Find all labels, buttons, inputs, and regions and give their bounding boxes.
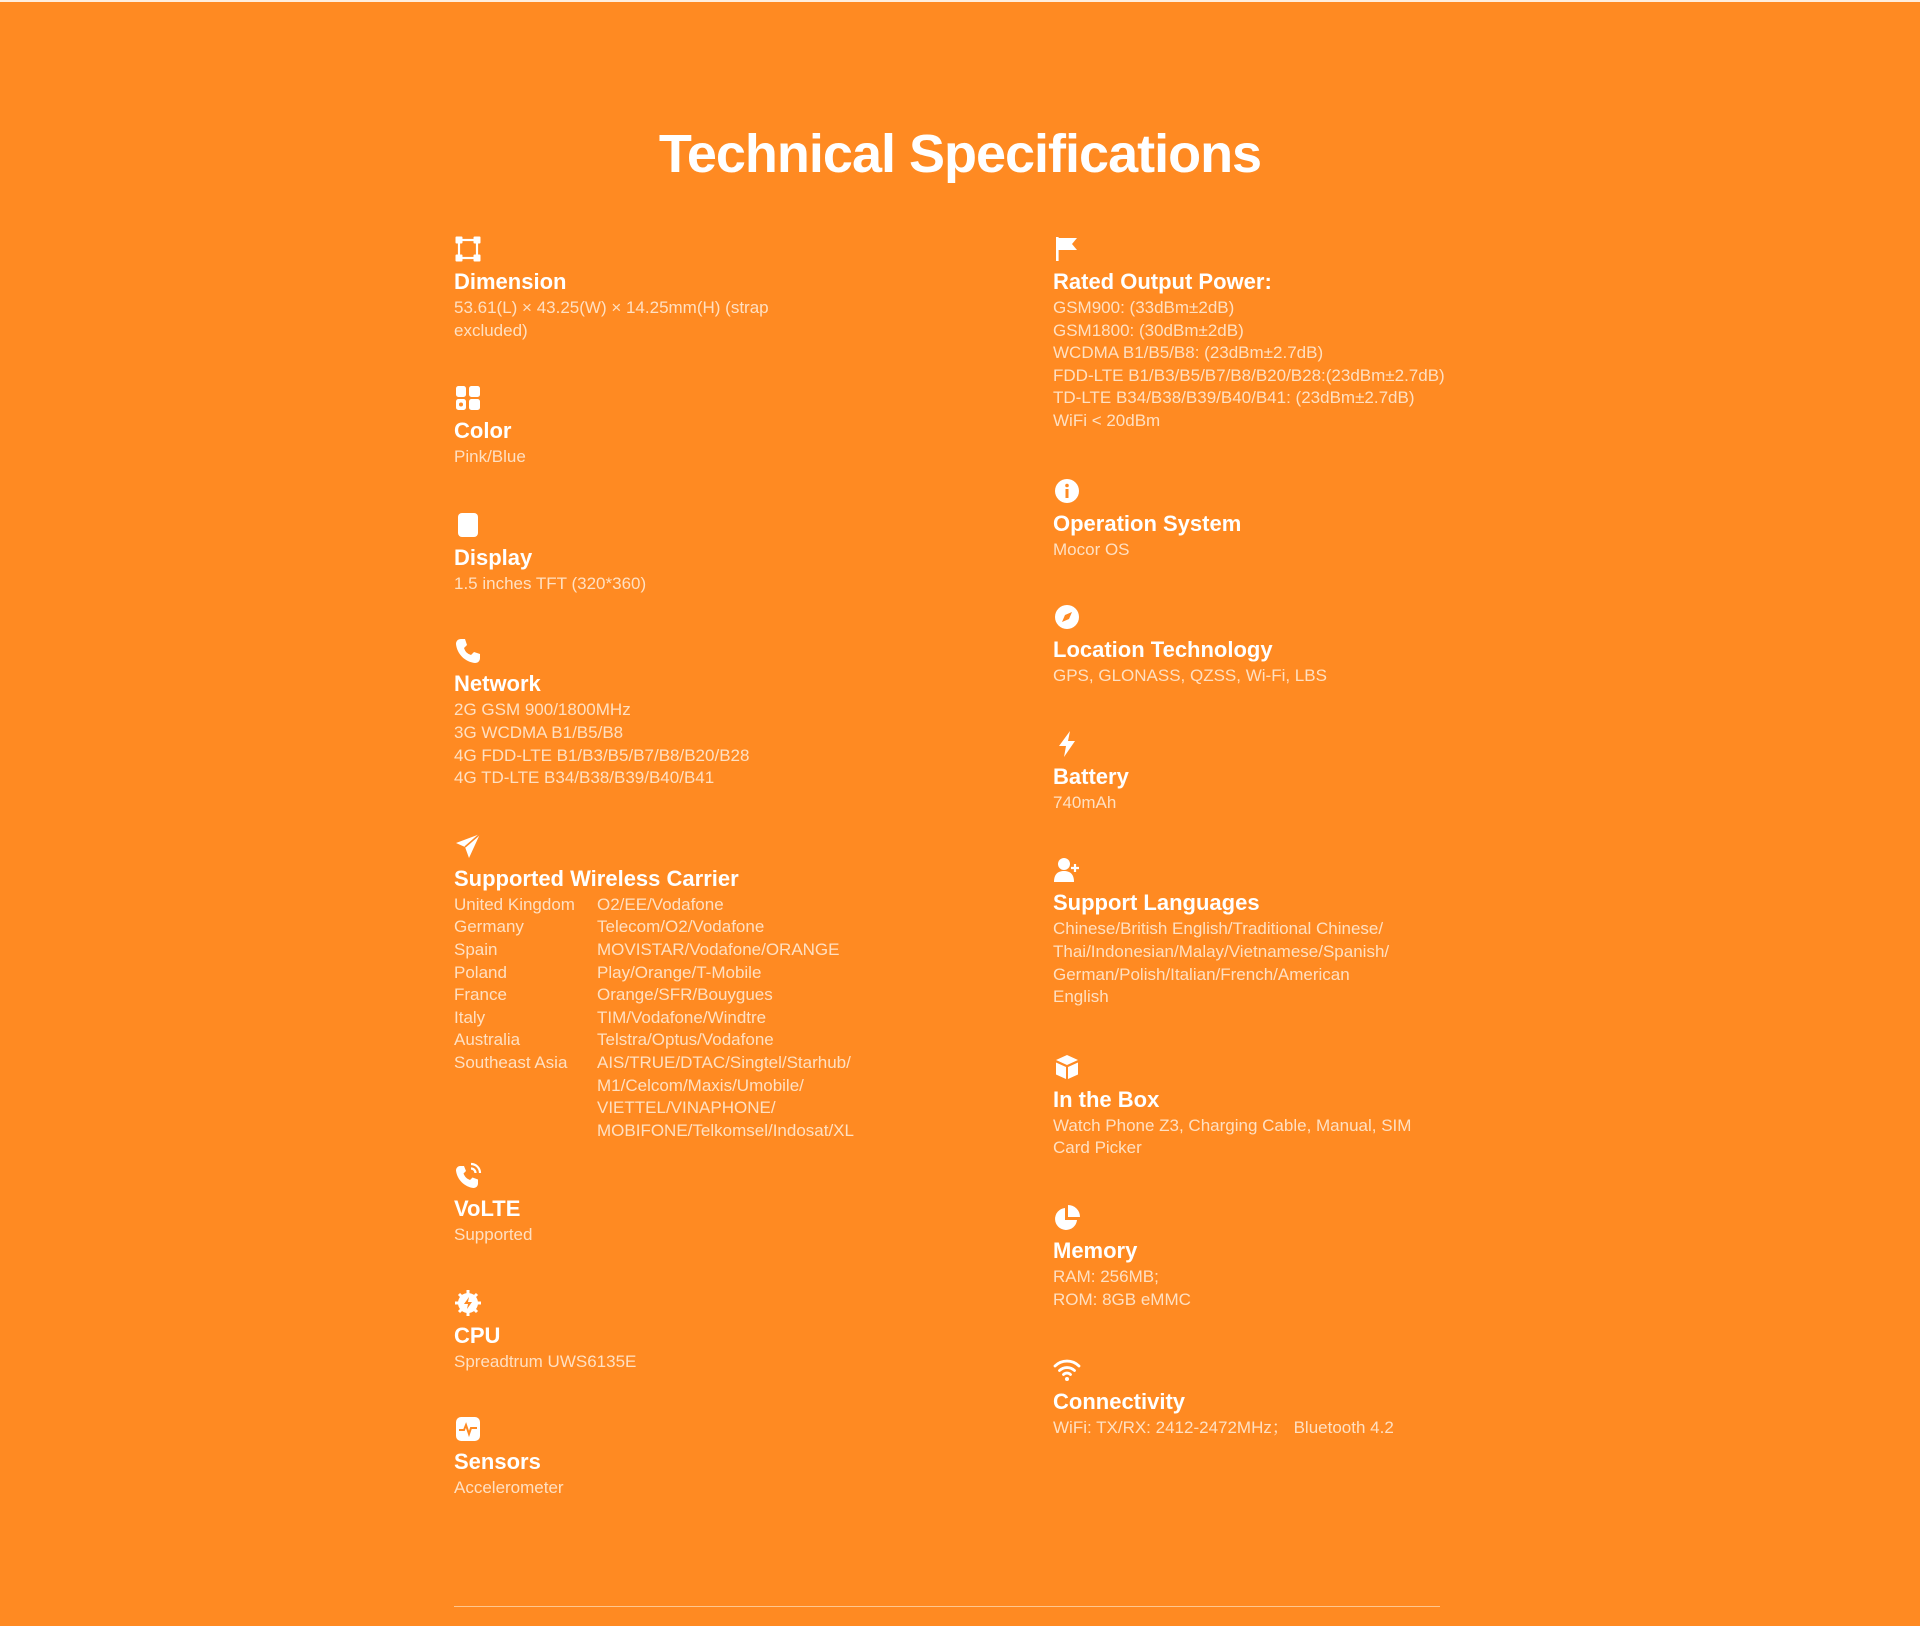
carrier-country: Southeast Asia bbox=[454, 1052, 568, 1072]
spec-value: GSM900: (33dBm±2dB) GSM1800: (30dBm±2dB) WCDMA B1/B5/B8: (23dBm±2.7dB) FDD-LTE B1/B3/B5/B7/B8/B20/B28:(23dBm±2.7dB) TD-LTE B34/B38/B39/B40/B41: (23dBm±2.7dB) WiFi < 20dBm bbox=[1053, 298, 1445, 430]
carrier-operators: MOBIFONE/Telkomsel/Indosat/XL bbox=[597, 1120, 854, 1140]
spec-value: Watch Phone Z3, Charging Cable, Manual, SIM Card Picker bbox=[1053, 1115, 1412, 1158]
spec-value: Supported bbox=[454, 1225, 533, 1245]
carrier-country: Poland bbox=[454, 962, 507, 982]
paper-plane-icon bbox=[454, 832, 482, 860]
spec-display bbox=[454, 511, 994, 596]
spec-in-the-box bbox=[1053, 1053, 1613, 1160]
spec-rated-output bbox=[1053, 235, 1613, 433]
spec-value: Accelerometer bbox=[454, 1478, 564, 1498]
carrier-operators: TIM/Vodafone/Windtre bbox=[597, 1007, 767, 1027]
spec-title: Rated Output Power: bbox=[1053, 269, 1272, 294]
page-title: Technical Specifications bbox=[658, 124, 1262, 184]
wifi-icon bbox=[1053, 1355, 1081, 1383]
spec-value: 2G GSM 900/1800MHz 3G WCDMA B1/B5/B8 4G FDD-LTE B1/B3/B5/B7/B8/B20/B28 4G TD-LTE B34/B38/B39/B40/B41 bbox=[454, 700, 750, 788]
spec-sensors bbox=[454, 1415, 994, 1500]
spec-title: Operation System bbox=[1053, 510, 1242, 536]
carrier-country bbox=[454, 1075, 597, 1098]
specs-left-column bbox=[454, 235, 994, 1540]
carrier-operators: Play/Orange/T-Mobile bbox=[597, 962, 762, 982]
spec-value: Mocor OS bbox=[1053, 539, 1130, 559]
carrier-operators: Orange/SFR/Bouygues bbox=[597, 985, 773, 1005]
spec-title: In the Box bbox=[1053, 1086, 1160, 1112]
info-icon bbox=[1053, 477, 1081, 505]
flag-icon bbox=[1053, 235, 1081, 263]
bottom-divider bbox=[454, 1606, 1440, 1607]
spec-value: Pink/Blue bbox=[454, 447, 526, 467]
spec-value: RAM: 256MB; ROM: 8GB eMMC bbox=[1053, 1266, 1191, 1309]
carrier-country: France bbox=[454, 985, 507, 1005]
spec-value: Chinese/British English/Traditional Chinese/ Thai/Indonesian/Malay/Vietnamese/Spanish/ German/Polish/Italian/French/American English bbox=[1053, 919, 1390, 1007]
spec-cpu bbox=[454, 1289, 994, 1374]
lightning-icon bbox=[1053, 730, 1081, 758]
spec-color bbox=[454, 384, 994, 469]
spec-title: Sensors bbox=[454, 1449, 541, 1475]
spec-volte bbox=[454, 1162, 994, 1247]
spec-title: Connectivity bbox=[1053, 1389, 1186, 1415]
carrier-country bbox=[454, 1097, 597, 1120]
spec-carrier bbox=[454, 832, 994, 1143]
carrier-country: Germany bbox=[454, 917, 524, 937]
phone-icon bbox=[454, 637, 482, 665]
spec-battery bbox=[1053, 730, 1613, 815]
spec-title: Support Languages bbox=[1053, 890, 1260, 916]
spec-title: Color bbox=[454, 418, 512, 444]
spec-value: 53.61(L) × 43.25(W) × 14.25mm(H) (strap excluded) bbox=[454, 298, 769, 340]
pulse-icon bbox=[454, 1415, 482, 1443]
spec-title: Network bbox=[454, 671, 541, 697]
spec-value: WiFi: TX/RX: 2412-2472MHz； Bluetooth 4.2 bbox=[1053, 1418, 1394, 1438]
carrier-operators: M1/Celcom/Maxis/Umobile/ bbox=[597, 1075, 804, 1095]
carrier-country: Australia bbox=[454, 1030, 521, 1050]
specs-right-column bbox=[1053, 235, 1613, 1480]
spec-title: Dimension bbox=[454, 269, 567, 294]
carrier-operators: Telstra/Optus/Vodafone bbox=[597, 1030, 774, 1050]
color-palette-icon bbox=[454, 384, 482, 412]
phone-call-icon bbox=[454, 1162, 482, 1190]
spec-location bbox=[1053, 603, 1613, 688]
spec-languages bbox=[1053, 856, 1613, 1008]
carrier-operators: O2/EE/Vodafone bbox=[597, 894, 724, 914]
spec-value: GPS, GLONASS, QZSS, Wi-Fi, LBS bbox=[1053, 666, 1327, 686]
spec-title: Memory bbox=[1053, 1237, 1138, 1263]
carrier-operators: Telecom/O2/Vodafone bbox=[597, 917, 765, 937]
spec-dimension bbox=[454, 235, 994, 342]
spec-connectivity bbox=[1053, 1355, 1613, 1440]
compass-icon bbox=[1053, 603, 1081, 631]
carrier-operators: VIETTEL/VINAPHONE/ bbox=[597, 1098, 776, 1118]
spec-title: Supported Wireless Carrier bbox=[454, 865, 739, 891]
box-icon bbox=[1053, 1053, 1081, 1081]
spec-value: Spreadtrum UWS6135E bbox=[454, 1351, 637, 1371]
spec-value: 740mAh bbox=[1053, 792, 1117, 812]
carrier-table bbox=[454, 894, 994, 1143]
spec-memory bbox=[1053, 1204, 1613, 1311]
dimension-icon bbox=[454, 235, 482, 263]
spec-title: VoLTE bbox=[454, 1196, 521, 1222]
spec-title: Display bbox=[454, 544, 533, 570]
user-add-icon bbox=[1053, 856, 1081, 884]
pie-chart-icon bbox=[1053, 1204, 1081, 1232]
carrier-country: United Kingdom bbox=[454, 894, 575, 914]
carrier-country bbox=[454, 1120, 597, 1143]
cpu-icon bbox=[454, 1289, 482, 1317]
display-icon bbox=[454, 511, 482, 539]
carrier-country: Spain bbox=[454, 939, 498, 959]
top-divider bbox=[0, 0, 1920, 2]
spec-title: CPU bbox=[454, 1322, 501, 1348]
spec-value: 1.5 inches TFT (320*360) bbox=[454, 573, 647, 593]
spec-network bbox=[454, 637, 994, 789]
carrier-operators: AIS/TRUE/DTAC/Singtel/Starhub/ bbox=[597, 1052, 851, 1072]
carrier-operators: MOVISTAR/Vodafone/ORANGE bbox=[597, 939, 840, 959]
spec-os bbox=[1053, 477, 1613, 562]
spec-title: Location Technology bbox=[1053, 637, 1273, 663]
carrier-country: Italy bbox=[454, 1007, 486, 1027]
spec-title: Battery bbox=[1053, 763, 1129, 789]
